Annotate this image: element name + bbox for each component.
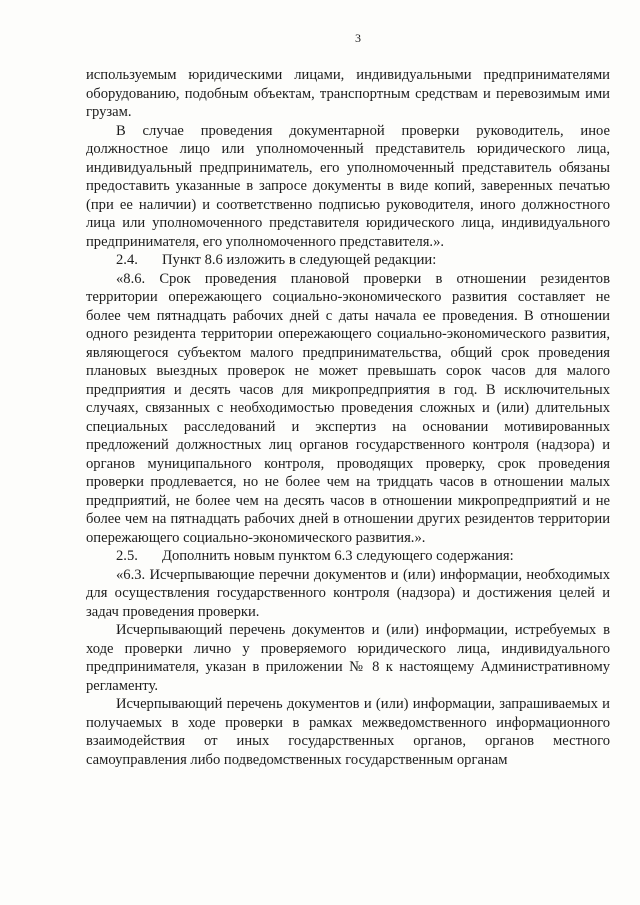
list-item bbox=[86, 251, 610, 270]
item-text: Пункт 8.6 изложить в следующей редакции: bbox=[162, 252, 437, 268]
item-text: Дополнить новым пунктом 6.3 следующего содержания: bbox=[162, 548, 514, 564]
paragraph: В случае проведения документарной проверки руководитель, иное должностное лицо или уполномоченный представитель юридического лица, индивидуальный предприниматель, его уполномоченный представитель обязаны предоставить указанные в запросе документы в виде копий, заверенных печатью (при ее наличии) и соответственно подписью руководителя, иного должностного лица или уполномоченного представителя юридического лица, индивидуального предпринимателя, его уполномоченного представителя.». bbox=[86, 122, 610, 250]
paragraph: используемым юридическими лицами, индивидуальными предпринимателями оборудованию, подобным объектам, транспортным средствам и перевозимым ими грузам. bbox=[86, 67, 610, 120]
page-number: 3 bbox=[355, 31, 361, 45]
item-number: 2.5. bbox=[116, 548, 138, 564]
paragraph: Исчерпывающий перечень документов и (или) информации, истребуемых в ходе проверки лично у проверяемого юридического лица, индивидуального предпринимателя, указан в приложении № 8 к настоящему Административному регламенту. bbox=[86, 622, 610, 694]
paragraph: Исчерпывающий перечень документов и (или) информации, запрашиваемых и получаемых в ходе проверки в рамках межведомственного информационного взаимодействия от иных государственных органов, органов местного самоуправления либо подведомственных государственным органам bbox=[86, 696, 610, 768]
item-number: 2.4. bbox=[116, 252, 138, 268]
list-item bbox=[86, 547, 610, 566]
paragraph: «8.6. Срок проведения плановой проверки в отношении резидентов территории опережающего социально-экономического развития составляет не более чем пятнадцать рабочих дней с даты начала ее проведения. В отношении одного резидента территории опережающего социально-экономического развития, являющегося субъектом малого предпринимательства, общий срок проведения плановых выездных проверок не может превышать сорок часов для малого предприятия и десять часов для микропредприятия в год. В исключительных случаях, связанных с необходимостью проведения сложных и (или) длительных специальных расследований и экспертиз на основании мотивированных предложений должностных лиц органов государственного контроля (надзора) и органов муниципального контроля, проводящих проверку, срок проведения проверки продлевается, но не более чем на тридцать часов в отношении малых предприятий, не более чем на десять часов в отношении микропредприятий и не более чем на пятнадцать рабочих дней в отношении других резидентов территории опережающего социально-экономического развития.». bbox=[86, 270, 610, 546]
document-body bbox=[86, 66, 610, 769]
paragraph: «6.3. Исчерпывающие перечни документов и (или) информации, необходимых для осуществления государственного контроля (надзора) и достижения целей и задач проведения проверки. bbox=[86, 566, 610, 620]
